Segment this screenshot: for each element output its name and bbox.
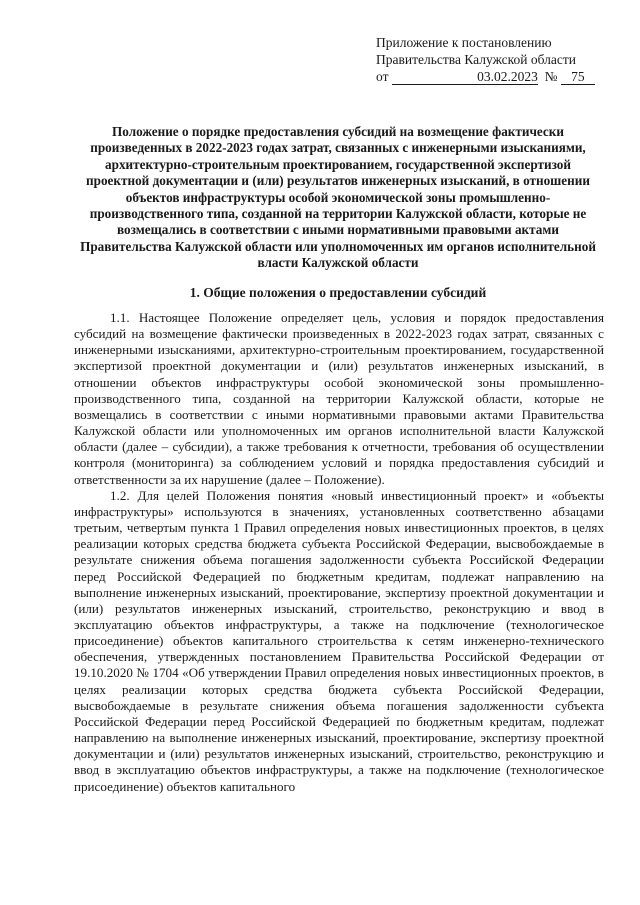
appendix-line-1: Приложение к постановлению <box>376 35 552 50</box>
appendix-header <box>376 34 595 85</box>
appendix-date: 03.02.2023 <box>392 70 538 85</box>
appendix-number-sign: № <box>544 69 558 84</box>
section-heading: 1. Общие положения о предоставлении субсидий <box>189 285 487 300</box>
paragraph-1-2: 1.2. Для целей Положения понятия «новый инвестиционный проект» и «объекты инфраструктуры» используются в значениях, установленных соответственно абзацами третьим, четвертым пункта 1 Правил определения новых инвестиционных проектов, в целях реализации которых средства бюджета субъекта Российской Федерации, высвобождаемые в результате снижения объема погашения задолженности субъекта Российской Федерации перед Российской Федерацией по бюджетным кредитам, подлежат направлению на выполнение инженерных изысканий, проектирование, экспертизу проектной документации и (или) результатов инженерных изысканий, строительство, реконструкцию и ввод в эксплуатацию объектов инфраструктуры, а также на подключение (технологическое присоединение) объектов капитального строительства к сетям инженерно-технического обеспечения, утвержденных постановлением Правительства Российской Федерации от 19.10.2020 № 1704 «Об утверждении Правил определения новых инвестиционных проектов, в целях реализации которых средства бюджета субъекта Российской Федерации, высвобождаемые в результате снижения объема погашения задолженности субъекта Российской Федерации перед Российской Федерацией по бюджетным кредитам, подлежат направлению на выполнение инженерных изысканий, проектирование, экспертизу проектной документации и (или) результатов инженерных изысканий, строительство, реконструкцию и ввод в эксплуатацию объектов инфраструктуры, а также на подключение (технологическое присоединение) объектов капитального <box>74 487 604 794</box>
document-body <box>74 310 604 795</box>
appendix-date-line <box>376 68 595 85</box>
appendix-number: 75 <box>561 70 595 85</box>
document-title: Положение о порядке предоставления субсидий на возмещение фактически произведенных в 2022-2023 годах затрат, связанных с инженерными изысканиями, архитектурно-строительным проектированием, государственной экспертизой проектной документации и (или) результатов инженерных изысканий, в отношении объектов инфраструктуры особой экономической зоны промышленно-производственного типа, созданной на территории Калужской области, которые не возмещались в соответствии с иными нормативными правовыми актами Правительства Калужской области или уполномоченных им органов исполнительной власти Калужской области <box>80 124 596 271</box>
appendix-from-label: от <box>376 69 389 84</box>
paragraph-1-1: 1.1. Настоящее Положение определяет цель, условия и порядок предоставления субсидий на возмещение фактически произведенных в 2022-2023 годах затрат, связанных с инженерными изысканиями, архитектурно-строительным проектированием, государственной экспертизой проектной документации и (или) результатов инженерных изысканий, в отношении объектов инфраструктуры особой экономической зоны промышленно-производственного типа, созданной на территории Калужской области, которые не возмещались в соответствии с иными нормативными правовыми актами Правительства Калужской области или уполномоченных им органов исполнительной власти Калужской области (далее – субсидии), а также требования к отчетности, требования об осуществлении контроля (мониторинга) за соблюдением условий и порядка предоставления субсидий и ответственности за их нарушение (далее – Положение). <box>74 310 604 487</box>
appendix-line-2: Правительства Калужской области <box>376 52 577 67</box>
